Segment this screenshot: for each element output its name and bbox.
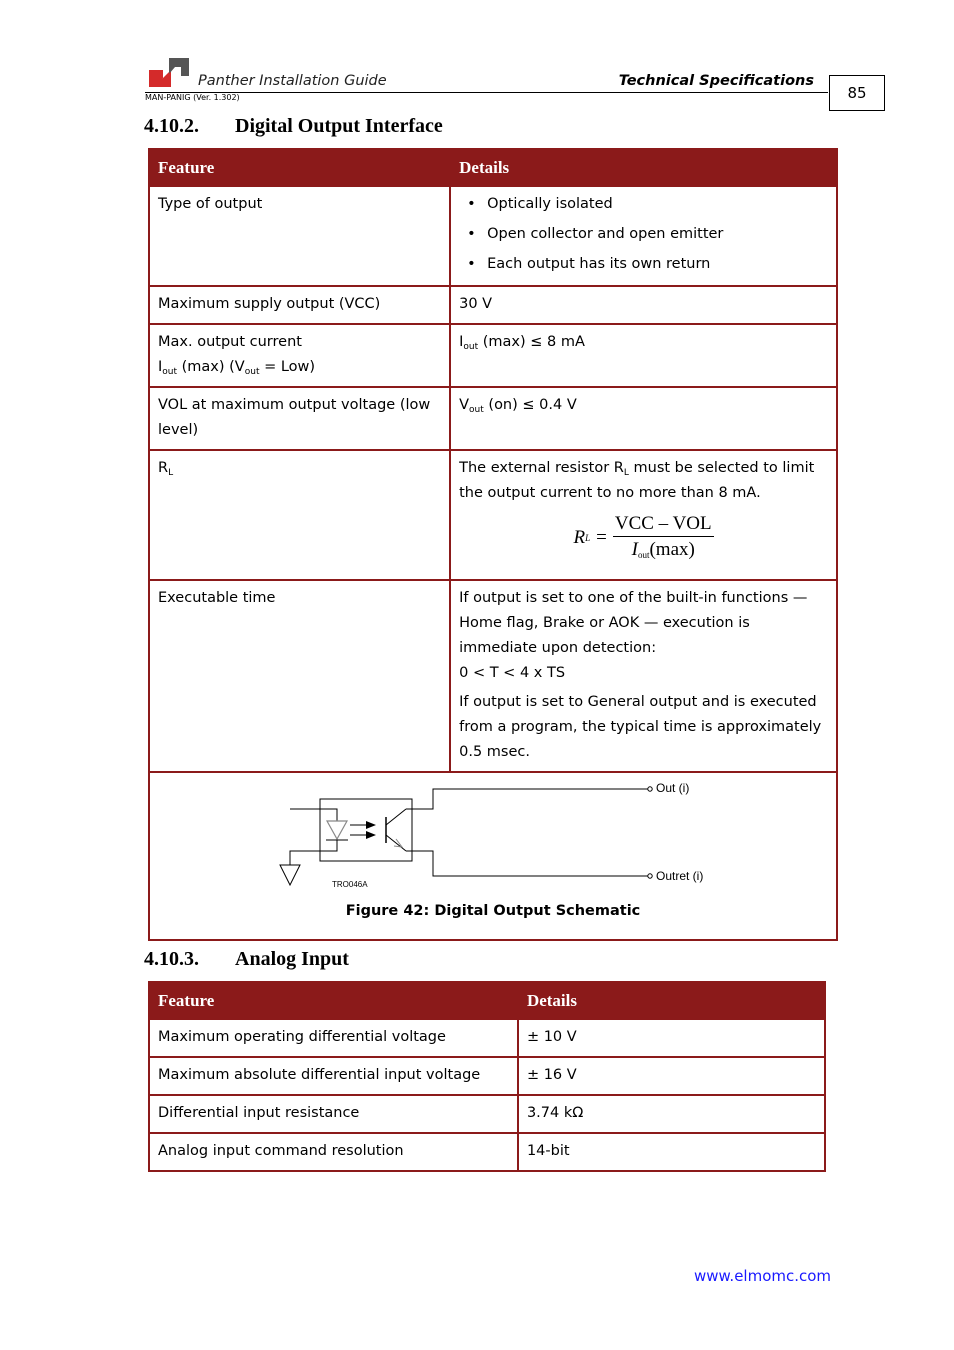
table-row xyxy=(149,186,837,286)
digital-output-table xyxy=(148,148,838,941)
outret-label: Outret (i) xyxy=(656,869,704,883)
section-title: Technical Specifications xyxy=(618,73,814,89)
feature-cell: $R_L$ xyxy=(149,450,450,580)
table-row xyxy=(149,1133,825,1171)
bullet-item: • Optically isolated xyxy=(487,189,828,219)
feature-line: Max. output current xyxy=(158,334,302,350)
table-row xyxy=(149,580,837,772)
heading-analog-input xyxy=(144,948,349,971)
feature-cell xyxy=(149,324,450,387)
details-cell: 30 V xyxy=(450,286,837,324)
website-link[interactable]: www.elmomc.com xyxy=(694,1267,832,1285)
table-header-row xyxy=(149,982,825,1019)
out-label: Out (i) xyxy=(656,781,690,795)
feature-cell: VOL at maximum output voltage (low level) xyxy=(149,387,450,450)
heading-digital-output xyxy=(144,115,443,138)
details-cell xyxy=(450,186,837,286)
details-cell: $V_{out}$ (on) ≤ 0.4 V xyxy=(450,387,837,450)
details-cell: $I_{out}$ (max) ≤ 8 mA xyxy=(450,324,837,387)
table-row xyxy=(149,450,837,580)
table-row xyxy=(149,1019,825,1057)
column-header-feature: Feature xyxy=(149,149,450,186)
details-cell: 3.74 kΩ xyxy=(518,1095,825,1133)
heading-text: Analog Input xyxy=(235,948,349,970)
header-divider xyxy=(145,92,828,93)
document-title: Panther Installation Guide xyxy=(198,73,387,89)
feature-cell: Maximum supply output (VCC) xyxy=(149,286,450,324)
details-cell: 14-bit xyxy=(518,1133,825,1171)
details-cell xyxy=(450,580,837,772)
details-cell: ± 10 V xyxy=(518,1019,825,1057)
figure-caption: Figure 42: Digital Output Schematic xyxy=(345,903,641,919)
table-row xyxy=(149,387,837,450)
figure-cell xyxy=(149,772,837,940)
column-header-details: Details xyxy=(450,149,837,186)
details-paragraph: If output is set to one of the built-in functions — Home flag, Brake or AOK — execution is immediate upon detection: xyxy=(459,590,808,656)
feature-cell: Executable time xyxy=(149,580,450,772)
version-label: MAN-PANIG (Ver. 1.302) xyxy=(145,93,240,102)
feature-cell: Differential input resistance xyxy=(149,1095,518,1133)
heading-text: Digital Output Interface xyxy=(235,115,443,137)
table-row xyxy=(149,286,837,324)
resistor-formula: R L = $\frac{\text{VCC – VOL}}{I_{out}(\max)}$ xyxy=(573,513,712,560)
feature-cell: Maximum operating differential voltage xyxy=(149,1019,518,1057)
heading-number: 4.10.3. xyxy=(144,948,199,970)
digital-output-schematic xyxy=(150,773,836,903)
details-paragraph: 0 < T < 4 x TS xyxy=(459,665,566,681)
bullet-item: • Open collector and open emitter xyxy=(487,219,828,249)
page-number: 85 xyxy=(829,75,885,111)
column-header-feature: Feature xyxy=(149,982,518,1019)
column-header-details: Details xyxy=(518,982,825,1019)
figure-row xyxy=(149,772,837,940)
details-text: The external resistor $R_L$ must be selected to limit the output current to no more than 8 mA. xyxy=(459,460,815,501)
bullet-item: • Each output has its own return xyxy=(487,249,828,279)
feature-cell: Type of output xyxy=(149,186,450,286)
table-row xyxy=(149,1095,825,1133)
feature-cell: Analog input command resolution xyxy=(149,1133,518,1171)
details-cell xyxy=(450,450,837,580)
table-row xyxy=(149,1057,825,1095)
details-cell: ± 16 V xyxy=(518,1057,825,1095)
part-code: TRO046A xyxy=(332,880,368,889)
analog-input-table xyxy=(148,981,826,1172)
table-row xyxy=(149,324,837,387)
feature-line: $I_{out}$ (max) $(V_{out} = Low)$ xyxy=(158,359,316,377)
elmo-logo-icon xyxy=(149,58,189,87)
table-header-row xyxy=(149,149,837,186)
heading-number: 4.10.2. xyxy=(144,115,199,137)
feature-cell: Maximum absolute differential input voltage xyxy=(149,1057,518,1095)
details-paragraph: If output is set to General output and is executed from a program, the typical time is approximately 0.5 msec. xyxy=(459,694,822,760)
